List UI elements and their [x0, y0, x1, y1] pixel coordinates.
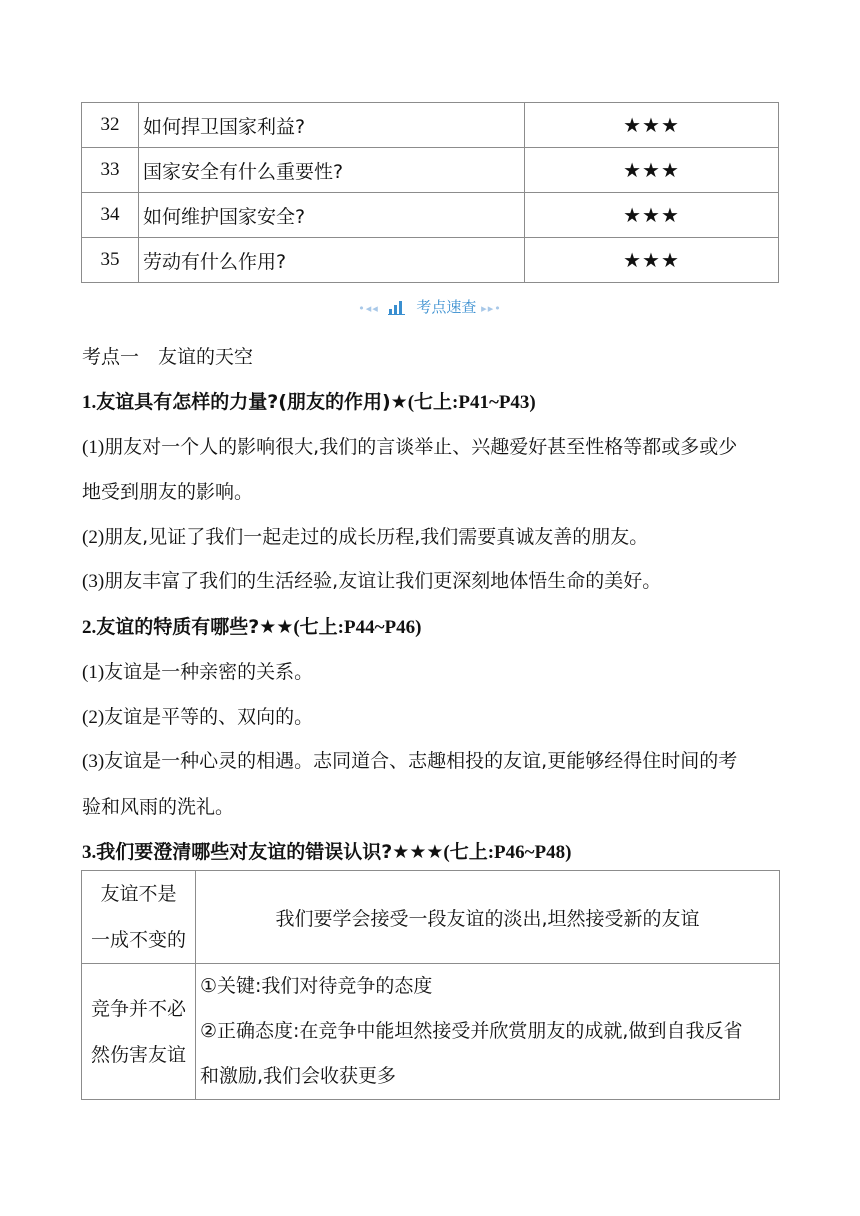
- point-text: 朋友对一个人的影响很大,我们的言谈举止、兴趣爱好甚至性格等都或多或少: [104, 436, 738, 458]
- point-index: (2): [82, 527, 105, 548]
- friendship-misconception-table: [81, 870, 780, 1100]
- point-line: 地受到朋友的影响。: [82, 481, 254, 503]
- row-body-line: ①关键:我们对待竞争的态度: [200, 975, 433, 997]
- section-banner: [0, 296, 860, 319]
- banner-right-deco: ▸▸•: [481, 302, 502, 315]
- row-head-line: 然伤害友谊: [90, 1043, 186, 1066]
- point-index: (1): [82, 437, 105, 458]
- question-ref: (七上:P41~P43): [407, 392, 536, 413]
- point-text: 友谊是一种亲密的关系。: [104, 661, 314, 683]
- row-body: [196, 964, 780, 1100]
- question-rating: ★★★: [392, 841, 444, 863]
- row-head-line: 友谊不是: [100, 883, 177, 905]
- question-title: 友谊的特质有哪些?: [96, 616, 260, 638]
- row-body: 我们要学会接受一段友谊的淡出,坦然接受新的友谊: [196, 871, 780, 964]
- table-row: [82, 148, 779, 193]
- question-heading: [82, 387, 536, 414]
- row-number: 32: [82, 103, 139, 148]
- row-question: 如何维护国家安全?: [139, 193, 525, 238]
- banner-left-deco: •◂◂: [358, 302, 379, 315]
- question-title: 我们要澄清哪些对友谊的错误认识?: [96, 841, 393, 863]
- banner-label: 考点速查: [416, 298, 477, 316]
- point-line: [82, 657, 313, 684]
- question-number: 1.: [82, 392, 97, 413]
- point-line: 验和风雨的洗礼。: [82, 796, 235, 818]
- table-row: [82, 871, 780, 964]
- row-rating: ★★★: [525, 103, 779, 148]
- knowledge-index-table: [81, 102, 779, 283]
- section-title: 考点一 友谊的天空: [82, 346, 254, 368]
- row-question: 劳动有什么作用?: [139, 238, 525, 283]
- row-head: [82, 871, 196, 964]
- question-title: 友谊具有怎样的力量?(朋友的作用): [96, 391, 391, 413]
- row-question: 国家安全有什么重要性?: [139, 148, 525, 193]
- point-text: 友谊是一种心灵的相遇。志同道合、志趣相投的友谊,更能够经得住时间的考: [104, 750, 738, 772]
- table-row: [82, 103, 779, 148]
- question-heading: [82, 837, 571, 864]
- row-head-line: 竞争并不必: [90, 997, 186, 1020]
- point-index: (1): [82, 662, 105, 683]
- point-index: (2): [82, 707, 105, 728]
- row-body-line: ②正确态度:在竞争中能坦然接受并欣赏朋友的成就,做到自我反省: [200, 1020, 743, 1042]
- table-row: [82, 964, 780, 1100]
- point-line: [82, 522, 648, 549]
- question-number: 2.: [82, 617, 97, 638]
- point-text: 友谊是平等的、双向的。: [104, 706, 314, 728]
- row-rating: ★★★: [525, 148, 779, 193]
- point-line: [82, 746, 737, 773]
- table-row: [82, 193, 779, 238]
- point-index: (3): [82, 751, 105, 772]
- question-heading: [82, 612, 421, 639]
- row-head: [82, 964, 196, 1100]
- row-number: 33: [82, 148, 139, 193]
- row-head-line: 一成不变的: [90, 929, 186, 951]
- question-rating: ★★: [259, 616, 294, 638]
- question-ref: (七上:P46~P48): [443, 842, 572, 863]
- question-ref: (七上:P44~P46): [293, 617, 422, 638]
- point-line: [82, 432, 737, 459]
- point-text: 朋友,见证了我们一起走过的成长历程,我们需要真诚友善的朋友。: [104, 526, 649, 548]
- row-rating: ★★★: [525, 238, 779, 283]
- point-text: 朋友丰富了我们的生活经验,友谊让我们更深刻地体悟生命的美好。: [104, 570, 662, 592]
- table-row: [82, 238, 779, 283]
- question-rating: ★: [390, 391, 408, 413]
- bar-chart-icon: [388, 299, 406, 319]
- row-number: 34: [82, 193, 139, 238]
- row-rating: ★★★: [525, 193, 779, 238]
- row-body-line: 和激励,我们会收获更多: [200, 1065, 397, 1087]
- question-number: 3.: [82, 842, 97, 863]
- point-line: [82, 566, 661, 593]
- point-line: [82, 702, 313, 729]
- point-index: (3): [82, 571, 105, 592]
- row-number: 35: [82, 238, 139, 283]
- row-question: 如何捍卫国家利益?: [139, 103, 525, 148]
